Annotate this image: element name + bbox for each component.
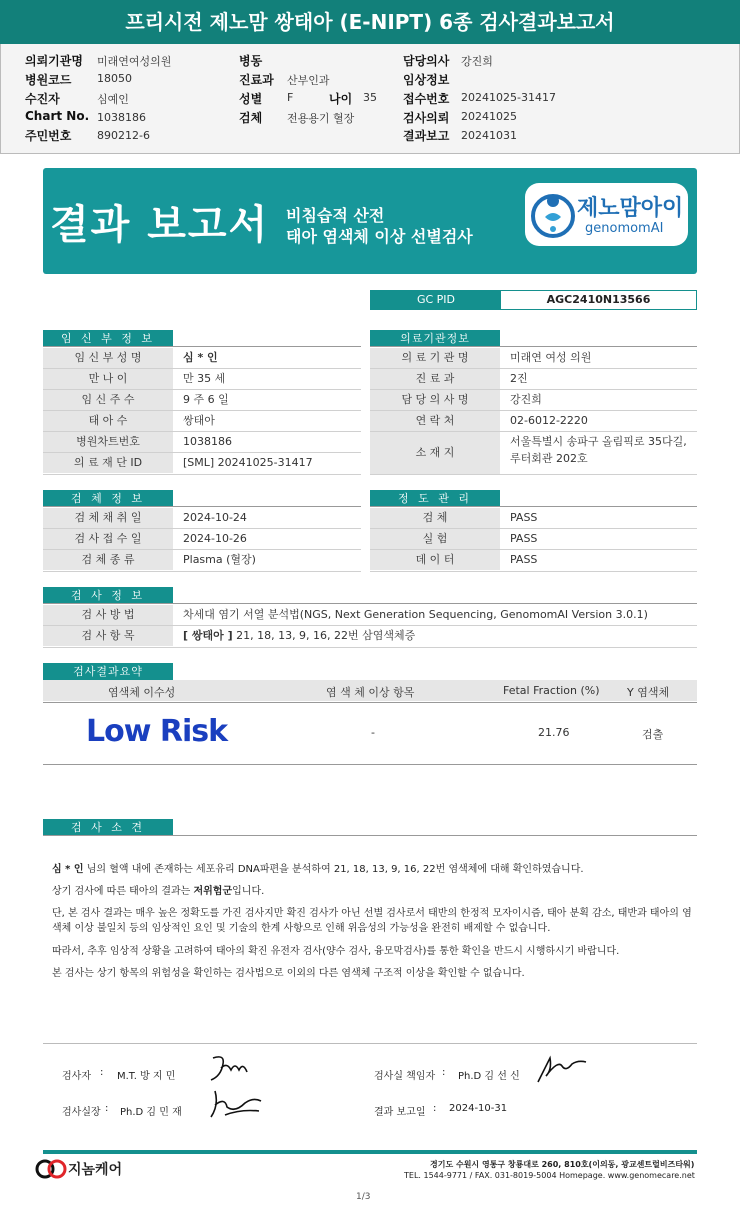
label-patient: 수진자: [25, 92, 60, 106]
patient-header: [0, 44, 740, 154]
label-clinical-info: 임상정보: [403, 73, 450, 87]
footer-company: 지놈케어: [68, 1162, 123, 1178]
value-hospital-code: 18050: [97, 72, 132, 85]
lab-lead-colon: :: [442, 1067, 446, 1078]
pregnant-label-5: 의 료 재 단 ID: [43, 453, 173, 473]
clinic-address-line2: 루터회관 202호: [510, 452, 588, 465]
label-ward: 병동: [239, 54, 263, 68]
test-items-label: 검 사 항 목: [43, 626, 173, 646]
report-date-label: 결과 보고일: [374, 1107, 426, 1118]
footer-address: 경기도 수원시 영통구 창룡대로 260, 810호(이의동, 광교센트럴비즈타워): [430, 1160, 695, 1169]
finding-paragraph-3: 단, 본 검사 결과는 매우 높은 정확도를 가진 검사지만 확진 검사가 아닌 선별 검사로서 태반의 한정적 모자이시즘, 태아 분획 감소, 태반과 태아의 염색체 이상 불일치 등의 임상적인 요인 및 기술의 한계 사항으로 인해 위음성의 가능성을 완전히 배제할 수 없습니다.: [52, 908, 692, 934]
label-hospital-code: 병원코드: [25, 73, 72, 87]
section-clinic-info: 의료기관정보: [370, 330, 500, 347]
genomecare-logo-icon: [34, 1158, 68, 1180]
section-findings: 검 사 소 견: [43, 819, 173, 836]
value-doctor: 강진희: [461, 55, 493, 68]
pregnant-value-0: 심 * 인: [183, 351, 218, 364]
clinic-value-1: 2진: [510, 372, 528, 385]
clinic-address-line1: 서울특별시 송파구 올림픽로 35다길,: [510, 435, 687, 448]
finding-paragraph-1: [52, 862, 702, 877]
summary-fetal-fraction-value: 21.76: [538, 726, 570, 739]
finding-paragraph-2: [52, 884, 702, 899]
qc-label-1: 실 험: [370, 529, 500, 549]
qc-value-2: PASS: [510, 553, 538, 566]
value-request-date: 20241025: [461, 110, 517, 123]
summary-col-fetal-fraction: Fetal Fraction (%): [503, 684, 600, 697]
finding-paragraph-4: 따라서, 추후 임상적 상황을 고려하여 태아의 확진 유전자 검사(양수 검사, 융모막검사)를 통한 확인을 반드시 시행하시기 바랍니다.: [52, 946, 620, 957]
pregnant-value-5: [SML] 20241025-31417: [183, 456, 313, 469]
pregnant-label-0: 임 신 부 성 명: [43, 348, 173, 368]
test-items-value: [183, 626, 415, 646]
test-method-label: 검 사 방 법: [43, 605, 173, 625]
tester-signature: [205, 1050, 255, 1086]
clinic-label-3: 연 락 처: [370, 411, 500, 431]
value-institution: 미래연여성의원: [97, 55, 172, 68]
summary-y-chromosome-value: 검출: [642, 728, 664, 741]
clinic-value-0: 미래연 여성 의원: [510, 351, 592, 364]
value-specimen: 전용용기 혈장: [287, 112, 355, 125]
pregnant-value-1: 만 35 세: [183, 372, 226, 385]
value-sex: F: [287, 91, 294, 104]
genomom-logo: [525, 183, 688, 246]
clinic-value-3: 02-6012-2220: [510, 414, 588, 427]
lab-lead-signature: [532, 1050, 590, 1086]
lab-head-signature: [205, 1085, 265, 1121]
tester-label: 검사자: [62, 1071, 91, 1082]
value-receipt-no: 20241025-31417: [461, 91, 556, 104]
label-specimen: 검체: [239, 111, 263, 125]
qc-value-1: PASS: [510, 532, 538, 545]
page-number: 1/3: [356, 1192, 371, 1202]
value-patient: 심예인: [97, 93, 129, 106]
hero-title: 결과 보고서: [50, 202, 270, 248]
pregnant-value-2: 9 주 6 일: [183, 393, 229, 406]
lab-lead-label: 검사실 책임자: [374, 1071, 436, 1082]
test-items-twin-tag: [ 쌍태아 ]: [183, 629, 233, 642]
logo-text-ko: 제노맘아이: [577, 196, 684, 221]
clinic-address-label: 소 재 지: [370, 432, 500, 474]
clinic-value-2: 강진희: [510, 393, 542, 406]
finding-p2-end: 입니다.: [232, 886, 265, 897]
gc-pid-box: [370, 290, 697, 310]
summary-abnormal-items-value: -: [371, 726, 375, 739]
gc-pid-value: AGC2410N13566: [546, 293, 651, 306]
summary-col-aneuploidy: 염색체 이수성: [108, 686, 176, 699]
tester-colon: :: [100, 1067, 104, 1078]
value-resident-no: 890212-6: [97, 129, 150, 142]
label-receipt-no: 접수번호: [403, 92, 450, 106]
lab-head-colon: :: [105, 1103, 109, 1114]
pregnant-label-2: 임 신 주 수: [43, 390, 173, 410]
label-request-date: 검사의뢰: [403, 111, 450, 125]
finding-p1-text: 님의 혈액 내에 존재하는 세포유리 DNA파편을 분석하여 21, 18, 13, 9, 16, 22번 염색체에 대해 확인하였습니다.: [83, 864, 584, 875]
label-department: 진료과: [239, 73, 274, 87]
label-chart-no: Chart No.: [25, 109, 90, 123]
gc-pid-label: GC PID: [371, 291, 501, 309]
label-resident-no: 주민번호: [25, 129, 72, 143]
label-doctor: 담당의사: [403, 54, 450, 68]
report-date-colon: :: [433, 1103, 437, 1114]
label-report-date: 결과보고: [403, 129, 450, 143]
value-age: 35: [363, 91, 377, 104]
label-sex: 성별: [239, 92, 263, 106]
section-specimen-info: 검 체 정 보: [43, 490, 173, 507]
test-items-list: 21, 18, 13, 9, 16, 22번 삼염색체증: [232, 629, 416, 642]
test-method-value: 차세대 염기 서열 분석법(NGS, Next Generation Sequencing, GenomomAI Version 3.0.1): [183, 608, 648, 621]
qc-label-0: 검 체: [370, 508, 500, 528]
risk-result: Low Risk: [86, 714, 228, 749]
section-quality-control: 정 도 관 리: [370, 490, 500, 507]
specimen-value-2: Plasma (혈장): [183, 553, 256, 566]
footer-rule: [43, 1150, 697, 1154]
summary-col-abnormal-items: 염 색 체 이상 항목: [326, 686, 415, 699]
report-date-value: 2024-10-31: [449, 1103, 508, 1114]
specimen-value-1: 2024-10-26: [183, 532, 247, 545]
finding-paragraph-5: 본 검사는 상기 항목의 위험성을 확인하는 검사법으로 이외의 다른 염색체 구조적 이상을 확인할 수 없습니다.: [52, 968, 525, 979]
qc-label-2: 데 이 터: [370, 550, 500, 570]
logo-text-en: genomomAI: [585, 221, 664, 236]
lab-head-name: Ph.D 김 민 재: [120, 1107, 182, 1118]
hero-subtitle-2: 태아 염색체 이상 선별검사: [286, 227, 473, 246]
section-pregnant-info: 임 신 부 정 보: [43, 330, 173, 347]
value-department: 산부인과: [287, 74, 330, 87]
pregnant-value-3: 쌍태아: [183, 414, 215, 427]
label-age: 나이: [329, 92, 353, 106]
label-institution: 의뢰기관명: [25, 54, 83, 68]
value-report-date: 20241031: [461, 129, 517, 142]
finding-p2-start: 상기 검사에 따른 태아의 결과는: [52, 886, 194, 897]
finding-patient-name: 심 * 인: [52, 864, 84, 875]
specimen-label-1: 검 사 접 수 일: [43, 529, 173, 549]
report-title: 프리시전 제노맘 쌍태아 (E-NIPT) 6종 검사결과보고서: [0, 0, 740, 44]
value-chart-no: 1038186: [97, 111, 146, 124]
pregnant-label-3: 태 아 수: [43, 411, 173, 431]
pregnant-value-4: 1038186: [183, 435, 232, 448]
clinic-label-1: 진 료 과: [370, 369, 500, 389]
genomom-logo-icon: [529, 187, 577, 242]
footer-contact: TEL. 1544-9771 / FAX. 031-8019-5004 Homepage. www.genomecare.net: [404, 1171, 695, 1180]
hero-subtitle-1: 비침습적 산전: [286, 206, 385, 225]
specimen-label-0: 검 체 채 취 일: [43, 508, 173, 528]
clinic-label-0: 의 료 기 관 명: [370, 348, 500, 368]
pregnant-label-1: 만 나 이: [43, 369, 173, 389]
section-test-info: 검 사 정 보: [43, 587, 173, 604]
lab-head-label: 검사실장: [62, 1107, 101, 1118]
summary-col-y-chromosome: Y 염색체: [627, 686, 670, 699]
specimen-value-0: 2024-10-24: [183, 511, 247, 524]
lab-lead-name: Ph.D 김 선 신: [458, 1071, 520, 1082]
tester-name: M.T. 방 지 민: [117, 1071, 176, 1082]
finding-risk-group: 저위험군: [193, 886, 233, 897]
qc-value-0: PASS: [510, 511, 538, 524]
clinic-label-2: 담 당 의 사 명: [370, 390, 500, 410]
pregnant-label-4: 병원차트번호: [43, 432, 173, 452]
specimen-label-2: 검 체 종 류: [43, 550, 173, 570]
section-result-summary: 검사결과요약: [43, 663, 173, 680]
